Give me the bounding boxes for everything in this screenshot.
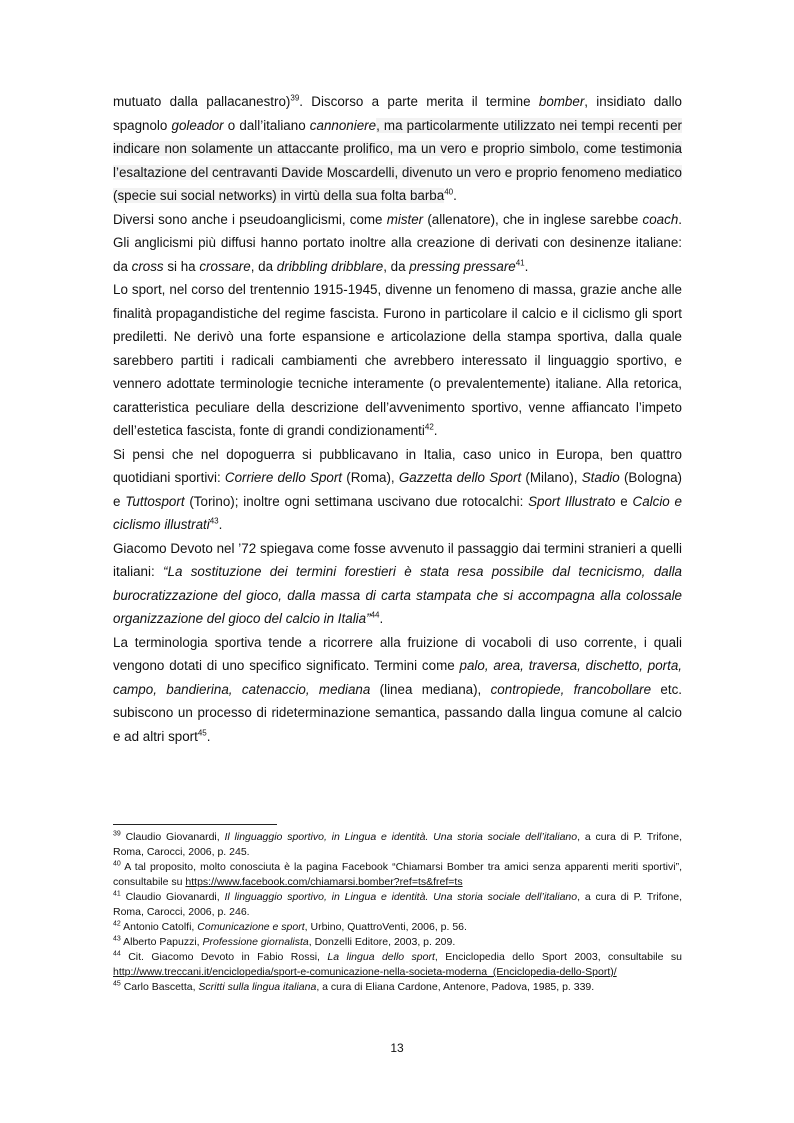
paragraph-5: Giacomo Devoto nel ’72 spiegava come fosse avvenuto il passaggio dai termini stranieri a quelli italiani: “La sostituzione dei termini forestieri è stata resa possibile dal tecnicismo, dalla burocratizzazione del gioco, dalla massa di carta stampata che si accompagna alla colossale organizzazione del gioco del calcio in Italia”$^{44}$. bbox=[113, 540, 682, 626]
footnote-44: $^{44}$ Cit. Giacomo Devoto in Fabio Rossi, La lingua dello sport, Enciclopedia dello Sport 2003, consultabile su http://www.treccani.it/enciclopedia/sport-e-comunicazione-nella-societa-moderna_(Enciclopedia-dello-Sport)/ bbox=[113, 950, 682, 978]
paragraph-3: Lo sport, nel corso del trentennio 1915-1945, divenne un fenomeno di massa, grazie anche alle finalità propagandistiche del regime fascista. Furono in particolare il calcio e il ciclismo gli sport prediletti. Ne derivò una forte espansione e articolazione della stampa sportiva, dalla quale sarebbero partiti i radicali cambiamenti che avrebbero interessato il linguaggio sportivo, e vennero adottate terminologie tecniche interamente (o prevalentemente) italiane. Alla retorica, caratteristica peculiare della descrizione dell’avvenimento sportivo, venne affiancato l’impeto dell’estetica fascista, fonte di grandi condizionamenti$^{42}$. bbox=[113, 282, 682, 438]
footnote-ref-43[interactable]: 43 bbox=[209, 516, 219, 526]
footnote-separator bbox=[113, 824, 277, 825]
footnote-ref-39[interactable]: 39 bbox=[290, 93, 300, 103]
facebook-link[interactable]: https://www.facebook.com/chiamarsi.bomber?ref=ts&fref=ts bbox=[185, 876, 463, 888]
paragraph-2: Diversi sono anche i pseudoanglicismi, come mister (allenatore), che in inglese sarebbe coach. Gli anglicismi più diffusi hanno portato inoltre alla creazione di derivati con desinenze italiane: da cross si ha crossare, da dribbling dribblare, da pressing pressare$^{41}$. bbox=[113, 211, 682, 274]
footnote-ref-41[interactable]: 41 bbox=[515, 258, 525, 268]
footnote-ref-42[interactable]: 42 bbox=[424, 422, 434, 432]
footnote-ref-45[interactable]: 45 bbox=[197, 728, 207, 738]
body-text bbox=[113, 90, 682, 748]
footnote-43: $^{43}$ Alberto Papuzzi, Professione giornalista, Donzelli Editore, 2003, p. 209. bbox=[113, 935, 456, 948]
footnote-42: $^{42}$ Antonio Catolfi, Comunicazione e sport, Urbino, QuattroVenti, 2006, p. 56. bbox=[113, 920, 467, 933]
page-number: 13 bbox=[390, 1041, 404, 1055]
footnote-45: $^{45}$ Carlo Bascetta, Scritti sulla lingua italiana, a cura di Eliana Cardone, Antenore, Padova, 1985, p. 339. bbox=[113, 980, 595, 993]
footnote-ref-40[interactable]: 40 bbox=[444, 187, 454, 197]
paragraph-6: La terminologia sportiva tende a ricorrere alla fruizione di vocaboli di uso corrente, i quali vengono dotati di uno specifico significato. Termini come palo, area, traversa, dischetto, porta, campo, bandierina, catenaccio, mediana (linea mediana), contropiede, francobollare etc. subiscono un processo di rideterminazione semantica, passando dalla lingua comune al calcio e ad altri sport$^{45}$. bbox=[113, 634, 682, 744]
footnote-41: $^{41}$ Claudio Giovanardi, Il linguaggio sportivo, in Lingua e identità. Una storia sociale dell’italiano, a cura di P. Trifone, Roma, Carocci, 2006, p. 246. bbox=[113, 890, 683, 918]
footnote-ref-44[interactable]: 44 bbox=[370, 610, 380, 620]
footnote-39: $^{39}$ Claudio Giovanardi, Il linguaggio sportivo, in Lingua e identità. Una storia sociale dell’italiano, a cura di P. Trifone, Roma, Carocci, 2006, p. 245. bbox=[113, 830, 683, 858]
paragraph-4: Si pensi che nel dopoguerra si pubblicavano in Italia, caso unico in Europa, ben quattro quotidiani sportivi: Corriere dello Sport (Roma), Gazzetta dello Sport (Milano), Stadio (Bologna) e Tuttosport (Torino); inoltre ogni settimana uscivano due rotocalchi: Sport Illustrato e Calcio e ciclismo illustrati$^{43}$. bbox=[113, 446, 683, 532]
footnotes bbox=[113, 830, 682, 995]
footnote-40: $^{40}$ A tal proposito, molto conosciuta è la pagina Facebook “Chiamarsi Bomber tra amici senza apparenti meriti sportivi”, consultabile su https://www.facebook.com/chiamarsi.bomber?ref=ts&fref=ts bbox=[113, 860, 682, 888]
paragraph-1: mutuato dalla pallacanestro)$^{39}$. Discorso a parte merita il termine bomber, insidiato dallo spagnolo goleador o dall’italiano cannoniere, ma particolarmente utilizzato nei tempi recenti per indicare non solamente un attaccante prolifico, ma un vero e proprio simbolo, come testimonia l’esaltazione del centravanti Davide Moscardelli, divenuto un vero e proprio fenomeno mediatico (specie sui social networks) in virtù della sua folta barba$^{40}$. bbox=[113, 93, 682, 203]
treccani-link[interactable]: http://www.treccani.it/enciclopedia/sport-e-comunicazione-nella-societa-moderna_(Enciclopedia-dello-Sport)/ bbox=[113, 966, 617, 978]
